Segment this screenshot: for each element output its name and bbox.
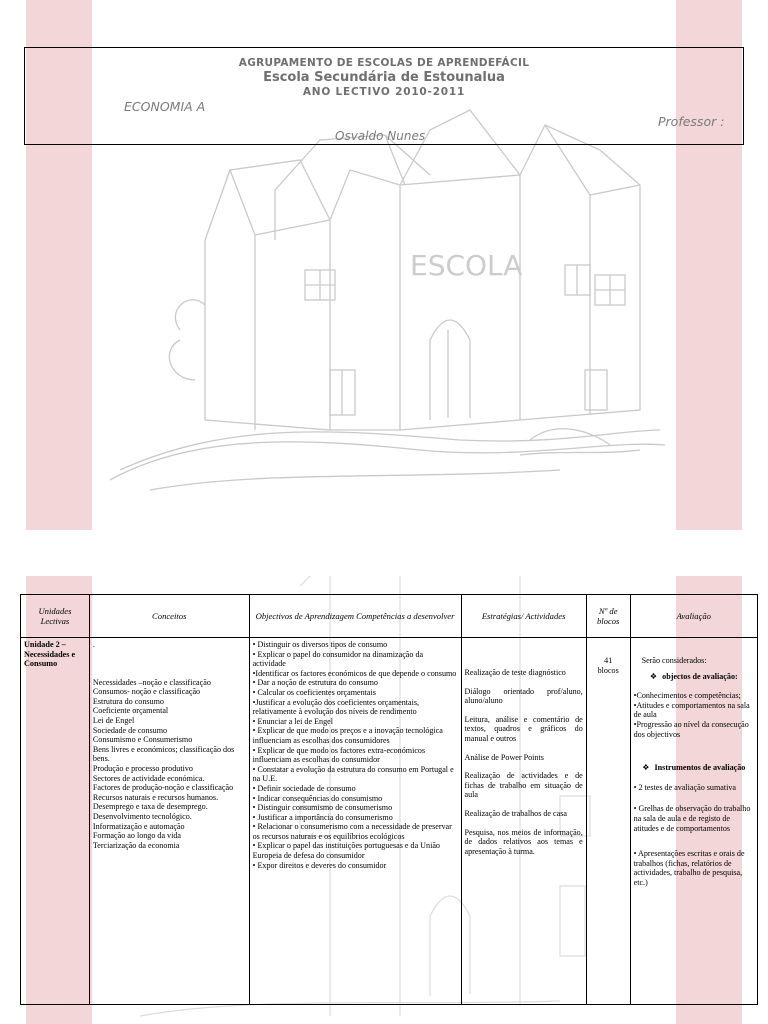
objective-item: • Relacionar o consumerismo com a necessidade de preservar os recursos naturais e os equilíbrios ecológicos — [252, 822, 452, 841]
sketch-sign-text: ESCOLA — [410, 249, 523, 282]
diamond-bullet-icon: ❖ — [649, 671, 658, 681]
teacher-name: Osvaldo Nunes — [335, 129, 426, 143]
unit-cell: Unidade 2 – Necessidades e Consumo — [21, 638, 90, 1005]
concept-item: Produção e processo produtivo — [92, 763, 193, 773]
objective-item: • Distinguir os diversos tipos de consumo — [252, 640, 388, 649]
concept-item: Factores de produção-noção e classificação — [92, 783, 234, 793]
evaluation-instruments-title — [634, 763, 754, 773]
concept-item: Estrutura do consumo — [92, 696, 164, 706]
planning-page — [0, 576, 768, 1024]
planning-table — [20, 594, 758, 1005]
concept-item: Terciarização da economia — [92, 840, 180, 850]
objective-item: •Justificar a evolução dos coeficientes orçamentais, relativamente à evolução dos níveis de rendimento — [252, 697, 420, 717]
objective-item: • Enunciar a lei de Engel — [252, 716, 333, 726]
objective-item: • Expor direitos e deveres do consumidor — [252, 860, 387, 870]
concept-item: Coeficiente orçamental — [92, 706, 169, 716]
strategy-item: Análise de Power Points — [464, 752, 544, 762]
strategy-item: Diálogo orientado prof/aluno, aluno/aluno — [464, 686, 583, 706]
evaluation-cell — [630, 638, 757, 1005]
concept-item: Bens livres e económicos; classificação dos bens. — [92, 744, 235, 764]
objective-item: • Calcular os coeficientes orçamentais — [252, 687, 376, 697]
objective-item: • Constatar a evolução da estrutura do consumo em Portugal e na U.E. — [252, 764, 454, 784]
objective-item: • Distinguir consumismo de consumerismo — [252, 803, 393, 813]
concept-item: Desenvolvimento tecnológico. — [92, 811, 192, 821]
evaluation-objects-label: objectos de avaliação — [662, 671, 735, 681]
strategy-item: Realização de actividades e de fichas de trabalho em situação de aula — [464, 771, 583, 800]
strategy-item: Leitura, análise e comentário de textos, quadros e gráficos do manual e outros — [464, 714, 583, 743]
diamond-bullet-icon: ❖ — [642, 763, 650, 773]
school-year: ANO LECTIVO 2010-2011 — [302, 86, 466, 98]
evaluation-intro: Serão considerados: — [641, 656, 707, 665]
concept-item: Sectores de actividade económica. — [92, 773, 205, 783]
objective-item: • Definir sociedade de consumo — [252, 783, 356, 793]
col-header-units: Unidades Lectivas — [21, 595, 90, 638]
evaluation-instrument-item: • Grelhas de observação do trabalho na sala de aula e de registo de atitudes e de comportamentos — [633, 804, 751, 833]
concept-item: Sociedade de consumo — [92, 725, 168, 735]
strategy-item: Pesquisa, nos meios de informação, de dados relativos aos temas e apresentação à turma. — [464, 827, 583, 856]
concept-item: Consumos- noção e classificação — [92, 687, 201, 697]
objectives-cell — [249, 638, 461, 1005]
evaluation-object-item: •Atitudes e comportamentos na sala de aula — [633, 700, 750, 720]
table-header-row — [21, 595, 758, 638]
concepts-cell — [89, 638, 249, 1005]
school-group-title: AGRUPAMENTO DE ESCOLAS DE APRENDEFÁCIL — [238, 57, 530, 69]
concept-item: Informatização e automação — [92, 821, 185, 831]
concept-item: Consumismo e Consumerismo — [92, 735, 193, 745]
concepts-lead: . — [92, 640, 95, 649]
col-header-objectives: Objectivos de Aprendizagem Competências a desenvolver — [249, 595, 461, 638]
concept-item: Necessidades –noção e classificação — [92, 677, 211, 687]
objective-item: • Dar a noção de estrutura do consumo — [252, 678, 378, 688]
school-name: Escola Secundária de Estounalua — [263, 70, 505, 85]
document-header — [24, 47, 744, 145]
objective-item: • Explicar o papel do consumidor na dinamização da actividade — [252, 649, 424, 669]
evaluation-instrument-item: • Apresentações escritas e orais de trabalhos (fichas, relatórios de actividades, trabalho de pesquisa, etc.) — [633, 849, 745, 887]
evaluation-object-item: •Conhecimentos e competências; — [633, 691, 741, 701]
subject-label: ECONOMIA A — [124, 99, 206, 114]
table-row — [21, 638, 758, 1005]
objective-item: • Explicar de que modo os factores extra-económicos influenciam as escolhas do consumidor — [252, 745, 426, 765]
blocks-cell — [586, 638, 630, 1005]
concept-item: Lei de Engel — [92, 715, 135, 725]
col-header-strategies: Estratégias/ Actividades — [461, 595, 586, 638]
evaluation-object-item: •Progressão ao nível da consecução dos objectivos — [633, 719, 749, 739]
concept-item: Desemprego e taxa de desemprego. — [92, 802, 208, 812]
evaluation-objects-title: ❖ objectos de avaliação: — [649, 671, 738, 681]
col-header-concepts: Conceitos — [89, 595, 249, 638]
objective-item: • Explicar de que modo os preços e a inovação tecnológica influenciam as escolhas dos consumidores — [252, 726, 443, 745]
teacher-label: Professor : — [658, 114, 725, 129]
objective-item: •Identificar os factores económicos de que depende o consumo — [252, 668, 457, 678]
evaluation-instrument-item: • 2 testes de avaliação sumativa — [633, 782, 737, 792]
objective-item: • Justificar a importância do consumerismo — [252, 812, 393, 822]
strategy-item: Realização de teste diagnóstico — [464, 668, 566, 677]
objective-item: • Explicar o papel das instituições portuguesas e da União Europeia de defesa do consumidor — [252, 841, 440, 861]
concept-item: Formação ao longo da vida — [92, 831, 181, 841]
concept-item: Recursos naturais e recursos humanos. — [92, 792, 219, 802]
page-gap — [0, 530, 768, 576]
col-header-blocks: Nº de blocos — [586, 595, 630, 638]
col-header-evaluation: Avaliação — [630, 595, 757, 638]
blocks-count: 41 blocos — [597, 656, 619, 675]
strategy-item: Realização de trabalhos de casa — [464, 808, 567, 818]
evaluation-instruments-label: Instrumentos de avaliação — [654, 763, 746, 773]
strategies-cell — [461, 638, 586, 1005]
objective-item: • Indicar consequências do consumismo — [252, 793, 383, 803]
